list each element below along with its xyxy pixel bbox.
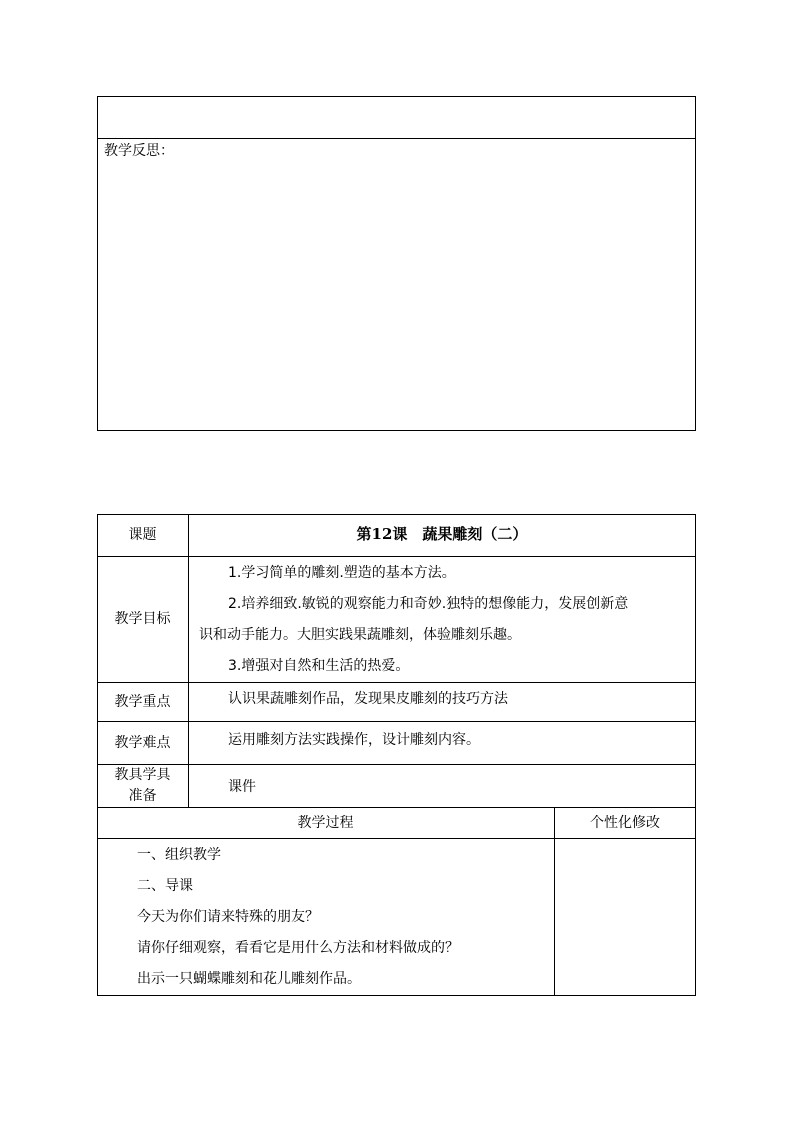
process-line: 请你仔细观察，看看它是用什么方法和材料做成的？ (137, 940, 459, 956)
row-divider (97, 721, 696, 722)
materials-label-line1: 教具学具 (114, 767, 171, 783)
objective-line: 3.增强对自然和生活的热爱。 (228, 658, 410, 674)
row-divider (97, 807, 696, 808)
process-column-divider (554, 807, 555, 996)
materials-value: 课件 (228, 779, 256, 795)
process-line: 今天为你们请来特殊的朋友？ (137, 909, 319, 925)
row-divider (97, 838, 696, 839)
objective-line: 2.培养细致.敏锐的观察能力和奇妙.独特的想像能力，发展创新意 (228, 596, 629, 612)
label-column-divider (188, 514, 189, 807)
topic-label: 课题 (128, 527, 157, 543)
row-divider (97, 682, 696, 683)
materials-label-line2: 准备 (128, 788, 157, 804)
reflection-label: 教学反思： (104, 143, 174, 159)
topic-value: 第12课 蔬果雕刻（二） (356, 525, 528, 543)
objective-line: 识和动手能力。大胆实践果蔬雕刻，体验雕刻乐趣。 (199, 627, 521, 643)
row-divider (97, 556, 696, 557)
process-line: 二、导课 (137, 878, 193, 894)
objectives-label: 教学目标 (114, 611, 171, 627)
objective-line: 1.学习简单的雕刻.塑造的基本方法。 (228, 565, 456, 581)
reflection-table-divider (97, 138, 696, 139)
key-points-label: 教学重点 (114, 694, 171, 710)
process-header: 教学过程 (297, 815, 354, 831)
difficulties-label: 教学难点 (114, 735, 171, 751)
reflection-table (97, 96, 696, 431)
personal-header: 个性化修改 (590, 815, 660, 831)
key-points-value: 认识果蔬雕刻作品，发现果皮雕刻的技巧方法 (228, 691, 508, 707)
difficulties-value: 运用雕刻方法实践操作，设计雕刻内容。 (228, 732, 480, 748)
process-line: 出示一只蝴蝶雕刻和花儿雕刻作品。 (137, 971, 361, 987)
process-line: 一、组织教学 (137, 847, 221, 863)
